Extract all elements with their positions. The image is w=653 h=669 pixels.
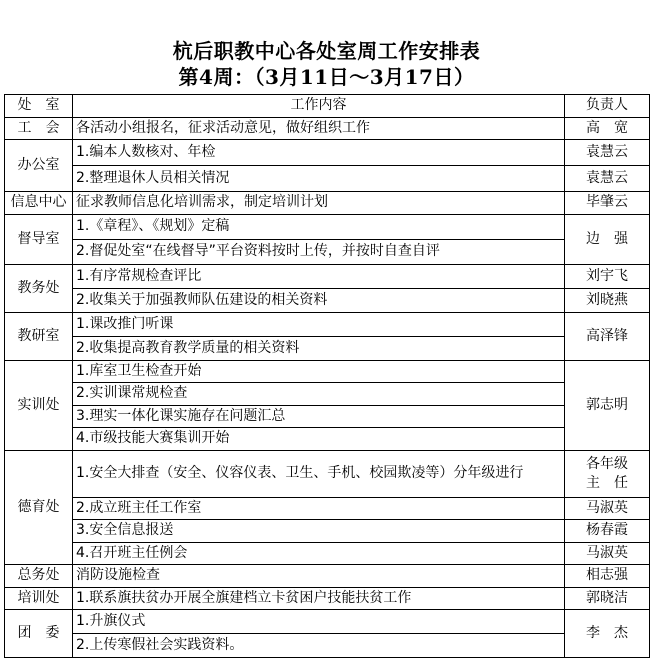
person-cell: 袁慧云: [565, 140, 650, 166]
table-row: [5, 587, 650, 610]
header-task: 工作内容: [73, 95, 565, 118]
table-row: [5, 214, 650, 239]
dept-cell: 办公室: [5, 140, 73, 192]
person-cell: 马淑英: [565, 542, 650, 565]
page-subtitle-week: 第4周：（3月11日～3月17日）: [178, 65, 475, 89]
task-cell: 各活动小组报名，征求活动意见，做好组织工作: [73, 117, 565, 140]
table-row: [5, 117, 650, 140]
table-row: [5, 542, 650, 565]
task-cell: 2.成立班主任工作室: [73, 497, 565, 520]
dept-cell: 督导室: [5, 214, 73, 264]
person-cell: [565, 450, 650, 497]
task-cell: 2.督促处室“在线督导”平台资料按时上传，并按时自查自评: [73, 239, 565, 264]
table-row: [5, 239, 650, 264]
person-cell: 李 杰: [565, 610, 650, 658]
task-cell: 2.整理退休人员相关情况: [73, 166, 565, 192]
table-row: [5, 360, 650, 383]
table-row: [5, 497, 650, 520]
dept-cell: 信息中心: [5, 192, 73, 215]
table-row: [5, 450, 650, 497]
table-row: [5, 288, 650, 312]
table-row: [5, 405, 650, 428]
person-cell: 马淑英: [565, 497, 650, 520]
person-cell: 袁慧云: [565, 166, 650, 192]
person-cell: 高泽锋: [565, 312, 650, 360]
table-row: [5, 565, 650, 588]
person-cell: 刘宇飞: [565, 264, 650, 288]
table-row: [5, 634, 650, 658]
task-cell: 1.升旗仪式: [73, 610, 565, 634]
task-cell: 1.有序常规检查评比: [73, 264, 565, 288]
table-row: [5, 383, 650, 406]
table-row: [5, 166, 650, 192]
task-cell: 1.联系旗扶贫办开展全旗建档立卡贫困户技能扶贫工作: [73, 587, 565, 610]
task-cell: 3.理实一体化课实施存在问题汇总: [73, 405, 565, 428]
dept-cell: 实训处: [5, 360, 73, 450]
person-cell: 边 强: [565, 214, 650, 264]
table-row: [5, 192, 650, 215]
task-cell: 2.实训课常规检查: [73, 383, 565, 406]
header-person: 负责人: [565, 95, 650, 118]
person-line: 各年级: [586, 455, 628, 472]
table-row: [5, 264, 650, 288]
task-cell: 1.安全大排查（安全、仪容仪表、卫生、手机、校园欺凌等）分年级进行: [73, 450, 565, 497]
task-cell: 1.库室卫生检查开始: [73, 360, 565, 383]
task-cell: 4.召开班主任例会: [73, 542, 565, 565]
person-line: 主 任: [586, 474, 628, 491]
table-row: [5, 428, 650, 451]
table-row: [5, 336, 650, 360]
task-cell: 1.《章程》、《规划》定稿: [73, 214, 565, 239]
dept-cell: 培训处: [5, 587, 73, 610]
person-cell: 刘晓燕: [565, 288, 650, 312]
task-cell: 1.课改推门听课: [73, 312, 565, 336]
header-dept: 处 室: [5, 95, 73, 118]
page-title: 杭后职教中心各处室周工作安排表: [172, 39, 481, 63]
person-cell: 相志强: [565, 565, 650, 588]
task-cell: 征求教师信息化培训需求，制定培训计划: [73, 192, 565, 215]
task-cell: 2.收集提高教育教学质量的相关资料: [73, 336, 565, 360]
schedule-table: [4, 94, 650, 658]
person-cell: 郭志明: [565, 360, 650, 450]
person-cell: 郭晓洁: [565, 587, 650, 610]
person-cell: 杨春霞: [565, 520, 650, 543]
dept-cell: 教务处: [5, 264, 73, 312]
task-cell: 消防设施检查: [73, 565, 565, 588]
task-cell: 2.上传寒假社会实践资料。: [73, 634, 565, 658]
dept-cell: 教研室: [5, 312, 73, 360]
table-row: [5, 312, 650, 336]
dept-cell: 总务处: [5, 565, 73, 588]
person-cell: 毕肇云: [565, 192, 650, 215]
dept-cell: 德育处: [5, 450, 73, 565]
task-cell: 3.安全信息报送: [73, 520, 565, 543]
person-cell: 高 宽: [565, 117, 650, 140]
table-row: [5, 520, 650, 543]
task-cell: 1.编本人数核对、年检: [73, 140, 565, 166]
task-cell: 4.市级技能大赛集训开始: [73, 428, 565, 451]
dept-cell: 团 委: [5, 610, 73, 658]
dept-cell: 工 会: [5, 117, 73, 140]
table-row: [5, 610, 650, 634]
task-cell: 2.收集关于加强教师队伍建设的相关资料: [73, 288, 565, 312]
header-row: [5, 95, 650, 118]
table-row: [5, 140, 650, 166]
